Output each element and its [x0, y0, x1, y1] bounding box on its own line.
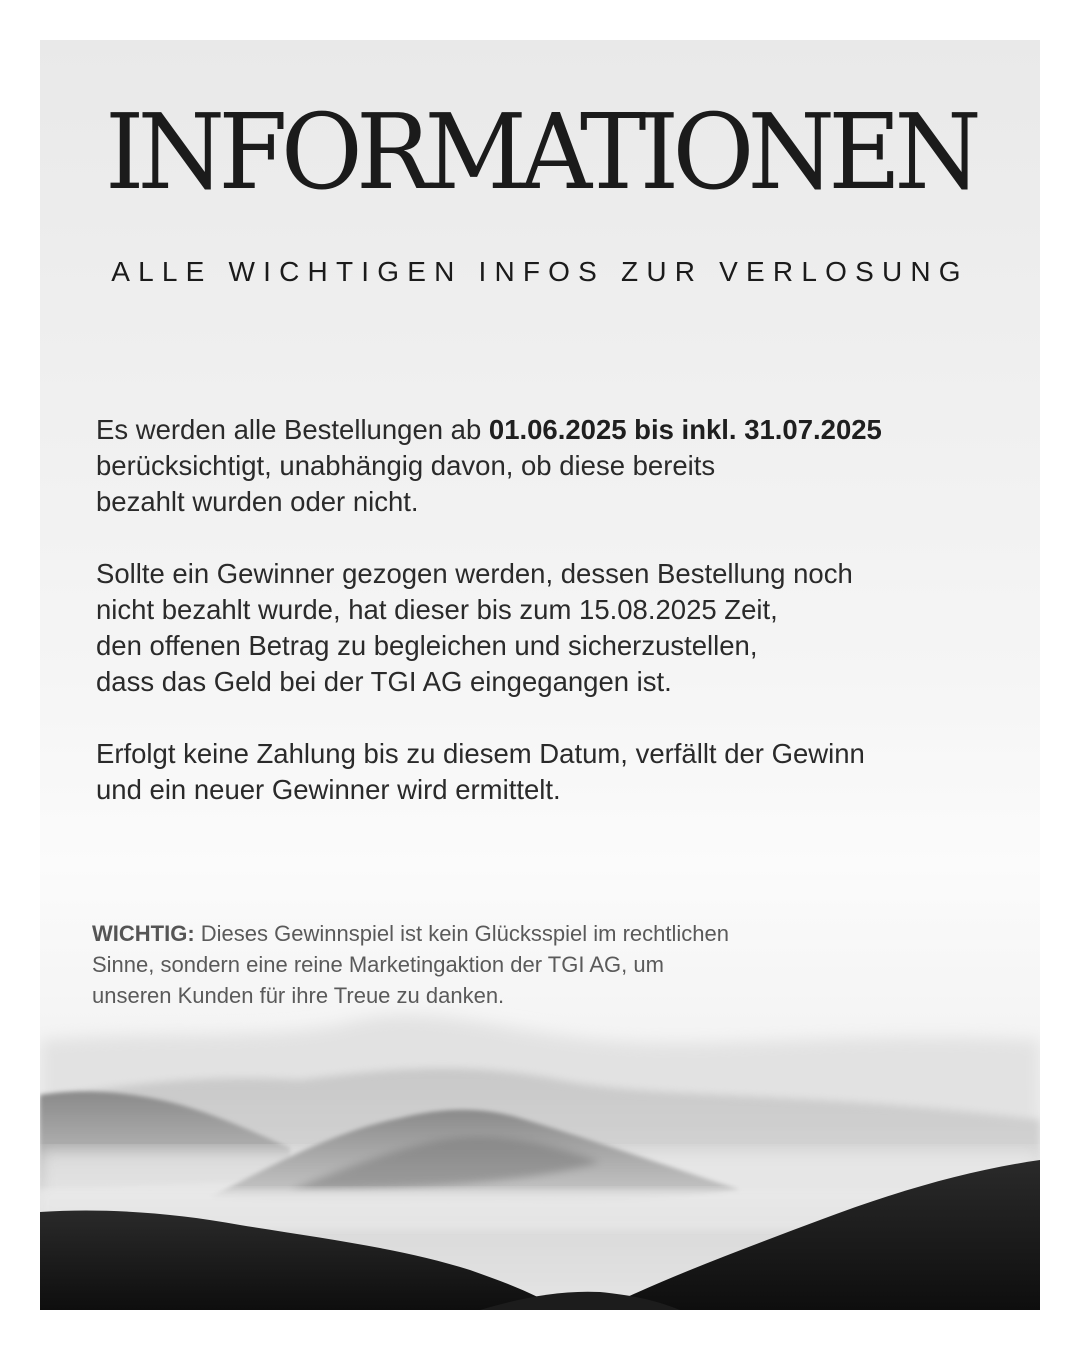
paragraph-line: den offenen Betrag zu begleichen und sicherzustellen,: [96, 630, 758, 661]
paragraph-line: Sollte ein Gewinner gezogen werden, dessen Bestellung noch: [96, 558, 853, 589]
note-line: [92, 918, 892, 949]
paragraph-line: und ein neuer Gewinner wird ermittelt.: [96, 774, 561, 805]
page-title: INFORMATIONEN: [104, 91, 976, 213]
text-span: Es werden alle Bestellungen ab: [96, 414, 489, 445]
date-range-highlight: 01.06.2025 bis inkl. 31.07.2025: [488, 414, 882, 445]
paragraph-payment-deadline: [96, 556, 996, 700]
paragraph-line: nicht bezahlt wurde, hat dieser bis zum 15.08.2025 Zeit,: [96, 594, 778, 625]
paragraph-line: [96, 412, 996, 448]
text-span: Dieses Gewinnspiel ist kein Glücksspiel im rechtlichen: [194, 921, 729, 946]
paragraph-forfeit: [96, 736, 996, 808]
important-note: [92, 918, 892, 1011]
paragraph-line: Erfolgt keine Zahlung bis zu diesem Datum, verfällt der Gewinn: [96, 738, 865, 769]
note-line: unseren Kunden für ihre Treue zu danken.: [92, 983, 505, 1008]
info-card: [40, 40, 1040, 1310]
paragraph-line: bezahlt wurden oder nicht.: [96, 486, 419, 517]
note-label: WICHTIG:: [92, 921, 195, 946]
paragraph-line: berücksichtigt, unabhängig davon, ob diese bereits: [96, 450, 716, 481]
note-line: Sinne, sondern eine reine Marketingaktion der TGI AG, um: [92, 952, 664, 977]
paragraph-order-period: [96, 412, 996, 520]
page-subtitle: ALLE WICHTIGEN INFOS ZUR VERLOSUNG: [111, 256, 969, 287]
paragraph-line: dass das Geld bei der TGI AG eingegangen ist.: [96, 666, 672, 697]
